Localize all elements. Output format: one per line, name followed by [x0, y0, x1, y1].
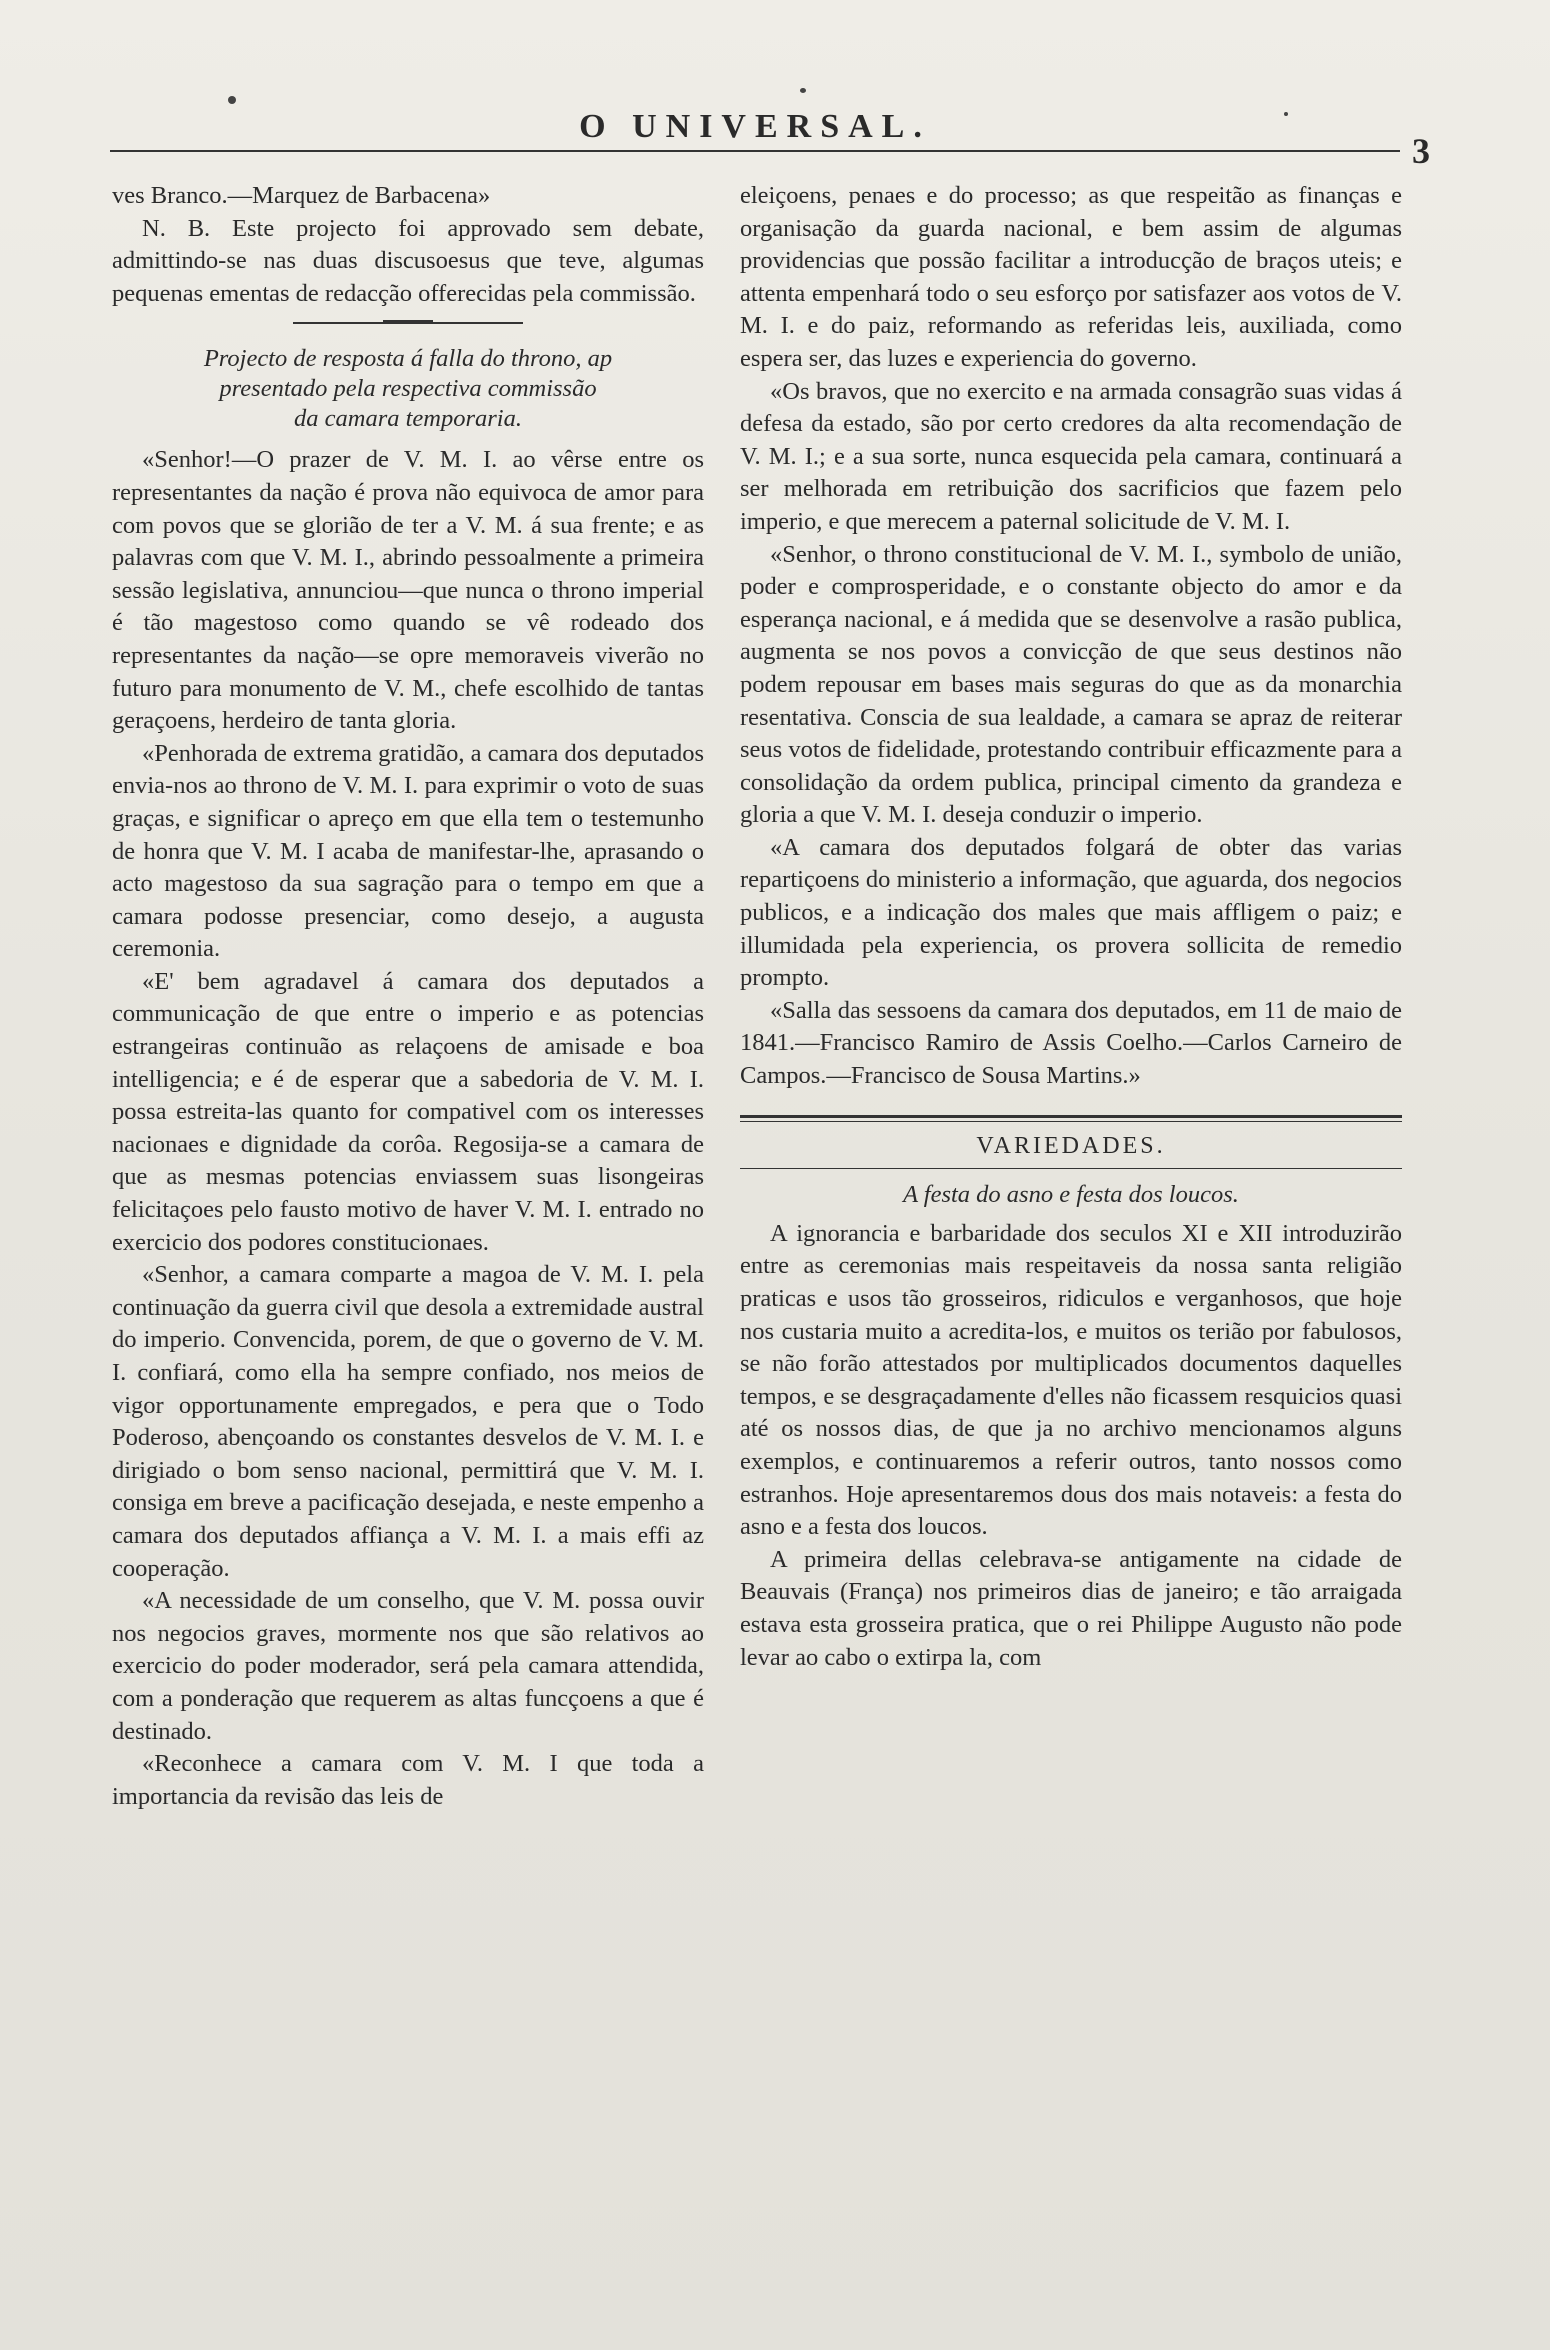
paragraph: «Penhorada de extrema gratidão, a camara dos deputados envia-nos ao throno de V. M. I. para exprimir o voto de suas graças, e significar o apreço em que ella tem o testemunho de honra que V. M. I acaba de manifestar-lhe, aprasando o acto magestoso da sua sagração para o tempo em que a camara podosse presenciar, como desejo, a augusta ceremonia. — [112, 739, 704, 963]
ink-speck — [228, 96, 236, 104]
paragraph: A ignorancia e barbaridade dos seculos XI e XII introduzirão entre as ceremonias mais respeitaveis da nossa santa religião praticas e usos tão grosseiros, ridiculos e verganhosos, que hoje nos custaria muito a acredita-los, e muitos os terião por fabulosos, se não forão attestados por multiplicados documentos daquelles tempos, e se desgraçadamente d'elles não ficassem resquicios quasi até os nossos dias, de que ja no archivo mencionamos alguns exemplos, e continuaremos a referir outros, tanto nossos como estranhos. Hoje apresentaremos dous dos mais notaveis: a festa do asno e a festa dos loucos. — [740, 1219, 1402, 1541]
paragraph: N. B. Este projecto foi approvado sem debate, admittindo-se nas duas discusoesus que teve, algumas pequenas ementas de redacção offerecidas pela commissão. — [112, 214, 704, 307]
heading-line: da camara temporaria. — [294, 405, 522, 433]
paragraph: ves Branco.—Marquez de Barbacena» — [112, 182, 491, 209]
paragraph: «E' bem agradavel á camara dos deputados a communicação de que entre o imperio e as potencias estrangeiras continuão as relaçoens de amisade e boa intelligencia; e é de esperar que a sabedoria de V. M. I. possa estreita-las quanto for compativel com os interesses nacionaes e dignidade da corôa. Regosija-se a camara de que as mesmas potencias enviassem suas lisongeiras felicitaçoes pelo fausto motivo de haver V. M. I. entrado no exercicio dos podores constitucionaes. — [112, 967, 704, 1256]
section-title: VARIEDADES. — [976, 1132, 1166, 1159]
paragraph: «Os bravos, que no exercito e na armada consagrão suas vidas á defesa da estado, são por certo credores da alta recomendação de V. M. I.; e a sua sorte, nunca esquecida pela camara, continuará a ser melhorada em retribuição dos sacrificios que fazem pelo imperio, e que merecem a paternal solicitude de V. M. I. — [740, 377, 1402, 535]
left-column — [112, 180, 704, 1813]
heading-line: presentado pela respectiva commissão — [219, 375, 597, 403]
page-number: 3 — [1412, 131, 1430, 171]
paragraph: «Senhor!—O prazer de V. M. I. ao vêrse entre os representantes da nação é prova não equivoca de amor para com povos que se glorião de ter a V. M. á sua frente; e as palavras com que V. M. I., abrindo pessoalmente a primeira sessão legislativa, annunciou—que nunca o throno imperial é tão magestoso como quando se vê rodeado dos representantes da nação—se opre memoraveis viverão no futuro para monumento de V. M., chefe escolhido de tantas geraçoens, herdeiro de tanta gloria. — [112, 446, 704, 735]
ink-speck — [1284, 112, 1288, 116]
heading-line: Projecto de resposta á falla do throno, ap — [203, 345, 613, 373]
header-rule — [110, 150, 1400, 152]
section-title-rule — [740, 1168, 1402, 1169]
section-rule — [740, 1115, 1402, 1122]
paragraph: «A camara dos deputados folgará de obter das varias repartiçoens do ministerio a informação, que aguarda, dos negocios publicos, e a indicação dos males que mais affligem o paiz; e illumidada pela experiencia, os provera sollicita de remedio prompto. — [740, 833, 1402, 992]
article-subtitle: A festa do asno e festa dos loucos. — [903, 1181, 1239, 1209]
newspaper-title: O UNIVERSAL. — [579, 108, 931, 145]
paragraph: «Salla das sessoens da camara dos deputados, em 11 de maio de 1841.—Francisco Ramiro de Assis Coelho.—Carlos Carneiro de Campos.—Francisco de Sousa Martins.» — [740, 996, 1402, 1090]
right-column — [740, 180, 1402, 1674]
article-heading — [142, 344, 674, 434]
page-header — [110, 108, 1430, 171]
ink-speck — [800, 88, 806, 93]
paragraph: «Senhor, o throno constitucional de V. M. I., symbolo de união, poder e comprosperidade, e o constante objecto do amor e da esperança nacional, e á medida que se desenvolve a rasão publica, augmenta se nos povos a convicção de que seus destinos não podem repousar em bases mais seguras do que as da monarchia resentativa. Conscia de sua lealdade, a camara se apraz de reiterar seus votos de fidelidade, protestando contribuir efficazmente para a consolidação da ordem publica, principal cimento da grandeza e gloria a que V. M. I. deseja conduzir o imperio. — [740, 540, 1402, 829]
paragraph: «Senhor, a camara comparte a magoa de V. M. I. pela continuação da guerra civil que desola a extremidade austral do imperio. Convencida, porem, de que o governo de V. M. I. confiará, como ella ha sempre confiado, nos meios de vigor opportunamente empregados, e pera que o Todo Poderoso, abençoando os constantes desvelos de V. M. I. e dirigiado o bom senso nacional, permittirá que V. M. I. consiga em breve a pacificação desejada, e neste empenho a camara dos deputados affiança a V. M. I. a mais effi az cooperação. — [112, 1261, 704, 1582]
paragraph: eleiçoens, penaes e do processo; as que respeitão as finanças e organisação da guarda nacional, e bem assim de algumas providencias que possão facilitar a introducção de braços uteis; e attenta empenhará todo o seu esforço por satisfazer aos votos de V. M. I. e do paiz, reformando as referidas leis, auxiliada, como espera ser, das luzes e experiencia do governo. — [740, 182, 1402, 372]
paragraph: «Reconhece a camara com V. M. I que toda a importancia da revisão das leis de — [112, 1750, 704, 1810]
ornamental-separator — [293, 322, 523, 332]
paragraph: A primeira dellas celebrava-se antigamente na cidade de Beauvais (França) nos primeiros dias de janeiro; e tão arraigada estava esta grosseira pratica, que o rei Philippe Augusto não pode levar ao cabo o extirpa la, com — [740, 1545, 1402, 1671]
paragraph: «A necessidade de um conselho, que V. M. possa ouvir nos negocios graves, mormente nos que são relativos ao exercicio do poder moderador, será pela camara attendida, com a ponderação que requerem as altas funcçoens a que é destinado. — [112, 1587, 704, 1745]
